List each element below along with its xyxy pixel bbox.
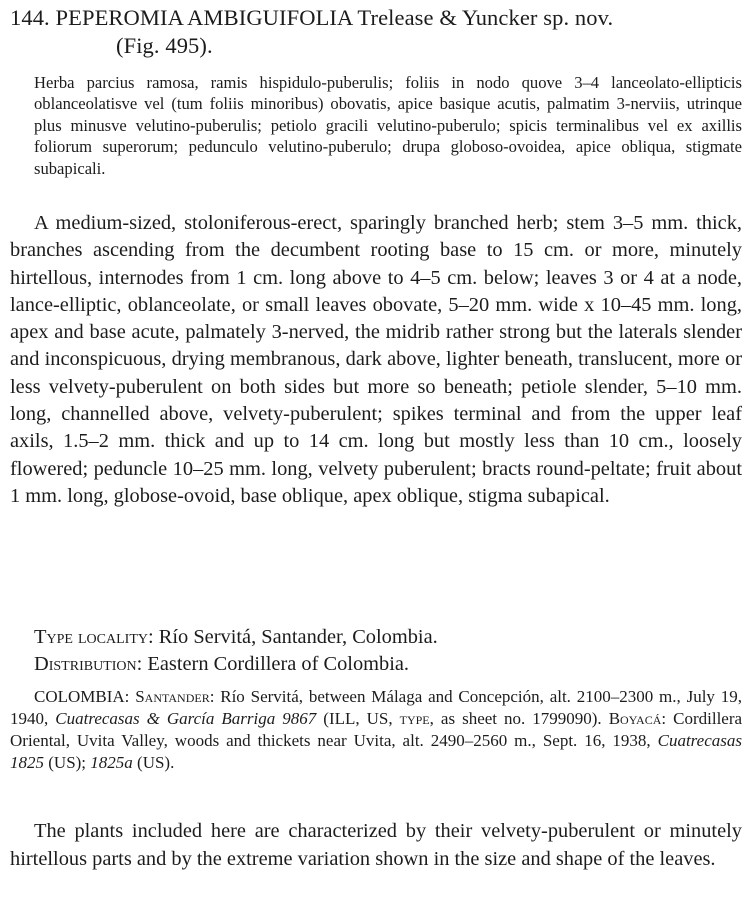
- specimen-text-3: as sheet no. 1799090).: [440, 709, 602, 728]
- type-locality-line: [34, 624, 742, 651]
- remarks-text: The plants included here are characterized by their velvety-puberulent or minutely hirtellous parts and by the extreme variation shown in the size and shape of the leaves.: [10, 820, 742, 870]
- specimens-block: [10, 686, 742, 774]
- specimen-department-2: Boyacá:: [608, 709, 667, 728]
- specimen-collector-2: Cuatrecasas 1825: [10, 731, 742, 772]
- specimen-type-word: type,: [399, 709, 434, 728]
- specimen-text-1: Río Servitá, between Málaga and Concepción, alt. 2100–2300 m., July 19, 1940,: [10, 687, 742, 728]
- specimen-collector-1: Cuatrecasas & García Barriga 9867: [55, 709, 317, 728]
- specimen-collector-3: 1825a: [90, 753, 133, 772]
- type-locality-label: Type locality:: [34, 626, 154, 648]
- remarks-block: [10, 818, 742, 873]
- figure-reference: (Fig. 495).: [116, 33, 213, 58]
- specimen-text-2: (ILL, US,: [323, 709, 393, 728]
- type-locality-value: Río Servitá, Santander, Colombia.: [158, 626, 438, 648]
- specimens-citation: [10, 686, 742, 774]
- specimen-text-6: (US).: [137, 753, 175, 772]
- specimen-department-1: Santander:: [135, 687, 215, 706]
- latin-description: Herba parcius ramosa, ramis hispidulo-puberulis; foliis in nodo quove 3–4 lanceolato-ellipticis oblanceolatisve vel (tum foliis minoribus) obovatis, apice basique acutis, palmatim 3-nerviis, utrinque plus minusve velutino-puberulis; petiolo gracili velutino-puberulo; spicis terminalibus vel ex axillis foliorum superorum; pedunculo velutino-puberulo; drupa globoso-ovoidea, apice obliqua, stigmate subapicali.: [34, 73, 742, 178]
- english-description: A medium-sized, stoloniferous-erect, sparingly branched herb; stem 3–5 mm. thick, branches ascending from the decumbent rooting base to 15 cm. or more, minutely hirtellous, internodes from 1 cm. long above to 4–5 cm. below; leaves 3 or 4 at a node, lance-elliptic, oblanceolate, or small leaves obovate, 5–20 mm. wide x 10–45 mm. long, apex and base acute, palmately 3-nerved, the midrib rather strong but the laterals slender and inconspicuous, drying membranous, dark above, lighter beneath, translucent, more or less velvety-puberulent on both sides but more so beneath; petiole slender, 5–10 mm. long, channelled above, velvety-puberulent; spikes terminal and from the upper leaf axils, 1.5–2 mm. thick and up to 14 cm. long but mostly less than 10 cm., loosely flowered; peduncle 10–25 mm. long, velvety puberulent; bracts round-peltate; fruit about 1 mm. long, globose-ovoid, base oblique, apex oblique, stigma subapical.: [10, 212, 742, 507]
- english-description-block: [10, 210, 742, 510]
- species-title: 144. PEPEROMIA AMBIGUIFOLIA Trelease & Yuncker sp. nov.: [10, 5, 614, 30]
- distribution-label: Distribution:: [34, 653, 143, 675]
- specimen-text-4: Cordillera Oriental, Uvita Valley, woods and thickets near Uvita, alt. 2490–2560 m., Sept. 16, 1938,: [10, 709, 743, 750]
- specimen-country: COLOMBIA:: [34, 687, 130, 706]
- distribution-value: Eastern Cordillera of Colombia.: [147, 653, 410, 675]
- distribution-line: [34, 651, 742, 678]
- species-heading: [10, 4, 740, 60]
- specimen-text-5: (US);: [48, 753, 87, 772]
